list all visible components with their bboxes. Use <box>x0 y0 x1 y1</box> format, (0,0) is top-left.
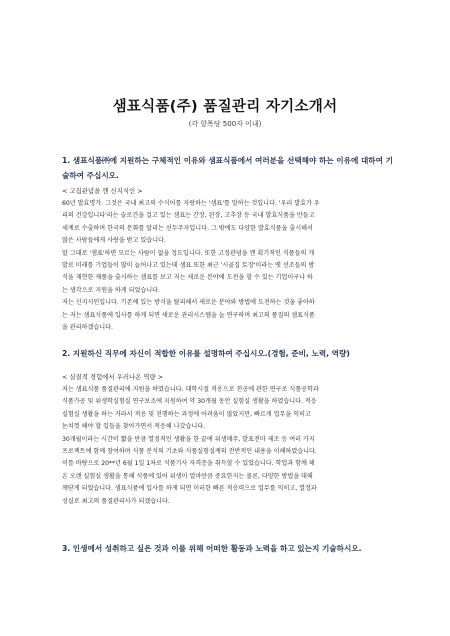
answer-line: 성실로 최고의 품질관리사가 되겠습니다. <box>62 497 170 505</box>
answer-line: 저는 샘표식품 품질관리에 지원을 하였습니다. 대학시절 적응으로 전공에 관한 연구로 식품공학과 <box>62 386 319 393</box>
answer-line: 세계로 수출하며 한국의 문화를 알리는 선두주자입니다. 그 밖에도 다양한 발효식품을 출시해서 <box>62 224 313 232</box>
section-2-answer <box>62 384 396 508</box>
answer-line: 온 오랜 실험실 생활을 통해 식품에 있어 위생이 얼마만큼 중요한지는 물론, 다양한 방법을 대해 <box>62 472 313 480</box>
section-1-answer <box>62 198 396 334</box>
answer-line: 60년 발효명가. 그것은 국내 최고의 수식어를 자랑하는 '샘표'를 말하는 것입니다. '우리 발효가 우 <box>62 200 320 207</box>
answer-line: 많은 사람들에게 사랑을 받고 있습니다. <box>62 237 166 245</box>
answer-line: 리의 건강입니다'라는 슬로건을 걸고 있는 샘표는 간장, 된장, 고추장 등 국내 발효식품을 만들고 <box>62 212 315 220</box>
answer-line: 식품가공 및 위생학실험실 연구보조에 지원하여 약 30개월 동안 실험실 생활을 하였습니다. 적응 <box>62 398 317 406</box>
answer-line: 저는 신지식인입니다. 기존에 있는 방식을 탈피해서 새로운 분야와 방법에 도전하는 것을 좋아하 <box>62 299 315 307</box>
answer-line: 프로젝트에 함께 참여하며 식품 분석의 기초와 식품실험설계의 전반적인 내용을 이해하였습니다. <box>62 448 317 456</box>
answer-line: 는 저는 샘표식품에 입사를 하게 되면 새로운 관리시스템을 늘 연구하며 최고의 품질의 샘표식품 <box>62 311 315 319</box>
question-1: 1. 샘표식품㈜에 지원하는 구체적인 이유와 샘표식품에서 여러분을 선택해야 하는 이유에 대하여 기술하여 주십시오. <box>62 156 393 180</box>
answer-line: 식을 재현한 제품을 출시하는 샘표를 보고 저는 새로운 분야에 도전을 할 수 있는 기업이구나 하 <box>62 274 313 282</box>
document-subtitle: (각 항목당 500자 이내) <box>188 120 262 128</box>
answer-line: 눈치껏 해야 할 일들을 찾아가면서 적응해 나갔습니다. <box>62 423 206 431</box>
question-3: 3. 인생에서 성취하고 싶은 것과 이를 위해 어떠한 활동과 노력을 하고 있는지 기술하시오. <box>62 544 362 553</box>
answer-line: 는 생각으로 지원을 하게 되었습니다. <box>62 286 160 294</box>
section-2-heading: < 실질적 경험에서 우러나온 역량 > <box>62 373 164 381</box>
answer-line: 을 관리하겠습니다. <box>62 324 113 332</box>
section-1-heading: < 고집관념을 깬 신지식인 > <box>62 187 143 195</box>
answer-line: 말 그대로 '샘표'하면 모르는 사람이 없을 정도입니다. 또한 고정관념을 깬 획기적인 식품들의 개 <box>62 249 315 257</box>
answer-line: 발로 미래를 기업들이 많이 늘어나고 있는데 샘표 또한 최근 '시골집 토장'이라는 옛 선조들의 방 <box>62 262 315 270</box>
answer-line: 깨닫게 되었습니다. 샘표식품에 입사를 하게 되면 이러한 빠른 적응력으로 업무를 익히고, 열정과 <box>62 485 317 493</box>
answer-line: 30개월이라는 시간이 짧을 만큼 열정적인 생활을 한 끝에 위생매주, 발표전마 제조 등 여러 가지 <box>62 435 315 443</box>
document-title: 샘표식품(주) 품질관리 자기소개서 <box>112 99 338 115</box>
question-2: 2. 지원하신 직무에 자신이 적합한 이유를 설명하여 주십시오.(경험, 준비, 노력, 역량) <box>62 349 350 358</box>
answer-line: 이를 바탕으로 20**년 6월 1일 1차로 식품기사 자격증을 취득할 수 있었습니다. 학업과 함께 해 <box>62 460 315 468</box>
answer-line: 실험실 생활을 하는 거라서 적응 및 진행하는 과정에 어려움이 많았지만, 빠르게 업무을 익히고 <box>62 410 311 418</box>
